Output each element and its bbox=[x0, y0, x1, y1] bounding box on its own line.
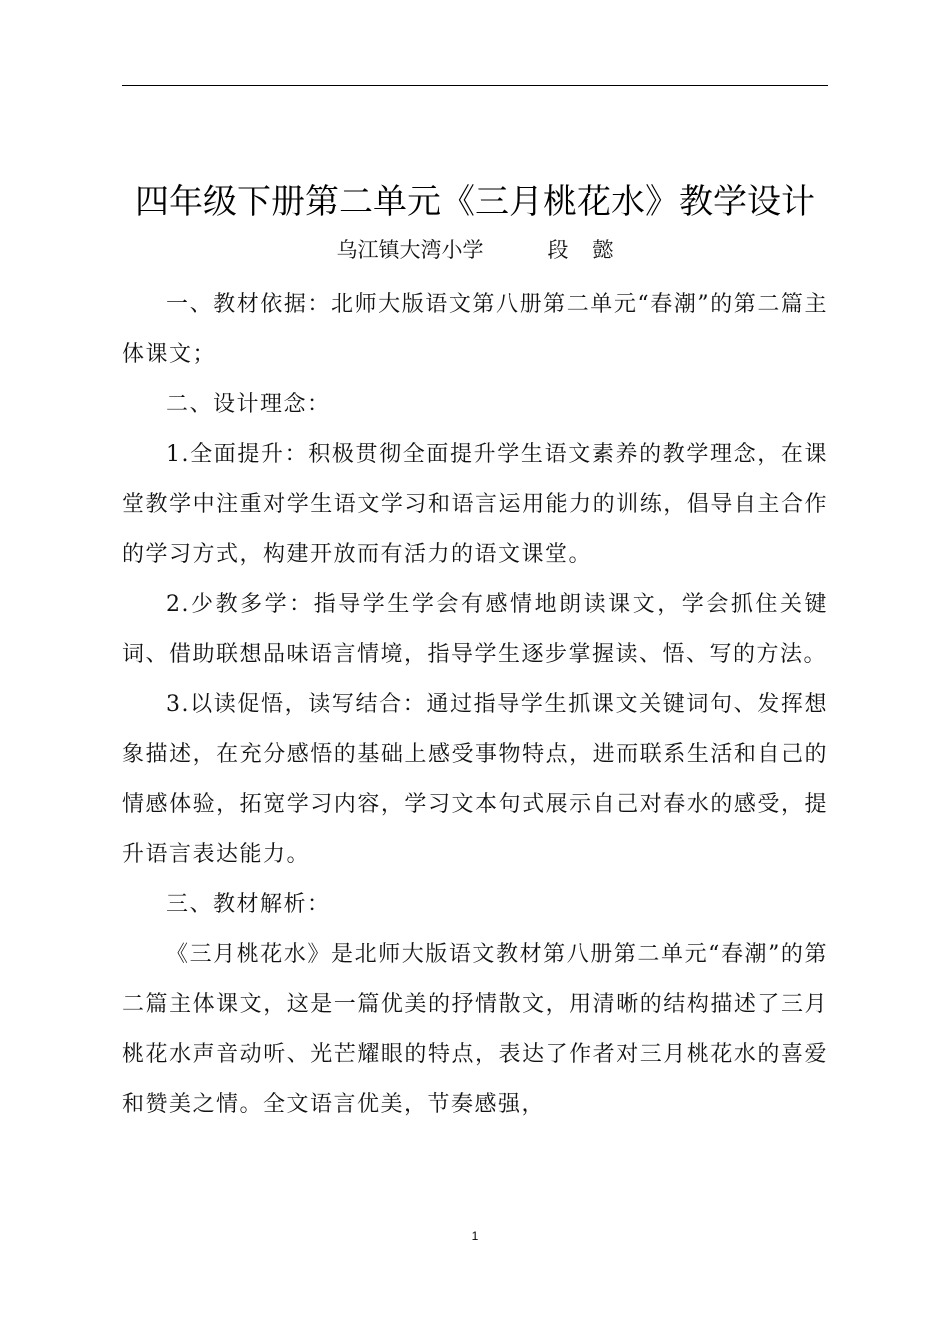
paragraph-concept-3: 3.以读促悟，读写结合：通过指导学生抓课文关键词句、发挥想象描述，在充分感悟的基础上感受事物特点，进而联系生活和自己的情感体验，拓宽学习内容，学习文本句式展示自己对春水的感受，提升语言表达能力。 bbox=[122, 692, 828, 867]
paragraph-concept-1: 1.全面提升：积极贯彻全面提升学生语文素养的教学理念，在课堂教学中注重对学生语文学习和语言运用能力的训练，倡导自主合作的学习方式，构建开放而有活力的语文课堂。 bbox=[122, 442, 828, 567]
page-number: 1 bbox=[471, 1229, 479, 1243]
header-rule bbox=[122, 85, 828, 86]
heading-design-concept: 二、设计理念： bbox=[166, 392, 331, 417]
byline bbox=[122, 230, 828, 270]
document-body bbox=[122, 280, 828, 1130]
paragraph-textbook-basis: 一、教材依据：北师大版语文第八册第二单元“春潮”的第二篇主体课文； bbox=[122, 292, 828, 367]
document-title: 四年级下册第二单元《三月桃花水》教学设计 bbox=[135, 182, 815, 222]
school-name: 乌江镇大湾小学 bbox=[336, 238, 484, 262]
paragraph-concept-2: 2.少教多学：指导学生学会有感情地朗读课文，学会抓住关键词、借助联想品味语言情境，指导学生逐步掌握读、悟、写的方法。 bbox=[122, 592, 828, 667]
heading-textbook-analysis: 三、教材解析： bbox=[166, 892, 331, 917]
paragraph-textbook-analysis: 《三月桃花水》是北师大版语文教材第八册第二单元“春潮”的第二篇主体课文，这是一篇优美的抒情散文，用清晰的结构描述了三月桃花水声音动听、光芒耀眼的特点，表达了作者对三月桃花水的喜爱和赞美之情。全文语言优美，节奏感强， bbox=[122, 942, 828, 1117]
author-name-last: 懿 bbox=[592, 238, 614, 262]
author-name-first: 段 bbox=[547, 238, 569, 262]
